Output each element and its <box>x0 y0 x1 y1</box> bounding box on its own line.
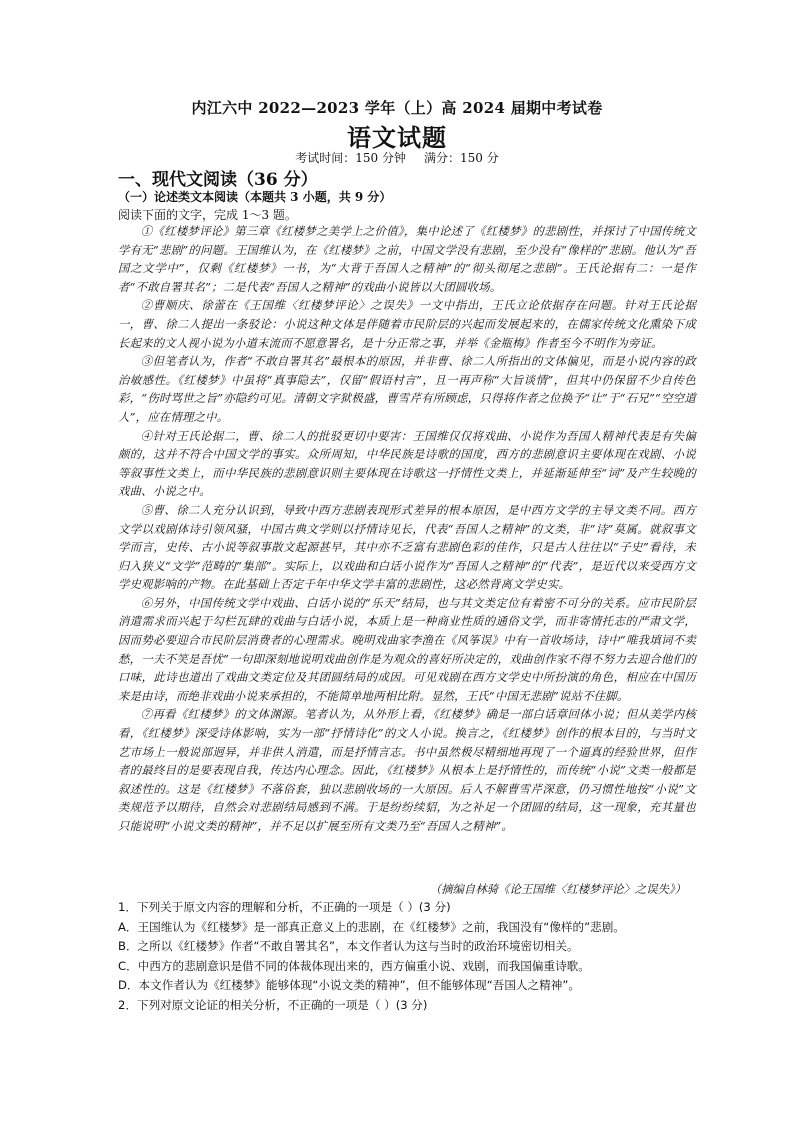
exam-info <box>0 149 794 166</box>
subject-title: 语文试题 <box>347 123 447 152</box>
passage-paragraph: ②曹顺庆、徐蕾在《王国维〈红楼梦评论〉之误失》一文中指出，王氏立论依据存在问题。针对王氏论据一，曹、徐二人提出一条驳论：小说这种文体是伴随着市民阶层的兴起而发展起来的，在儒家传统文化熏染下成长起来的文人视小说为小道末流而不愿意署名，是十分正常之事，并举《金瓶梅》作者至今不明作为旁证。 <box>118 298 696 350</box>
passage-paragraph: ④针对王氏论据二，曹、徐二人的批驳更切中要害：王国维仅仅将戏曲、小说作为吾国人精神代表是有失偏颇的，这并不符合中国文学的事实。众所周知，中华民族是诗歌的国度，西方的悲剧意识主要体现在戏剧、小说等叙事性文类上，而中华民族的悲剧意识则主要体现在诗歌这一抒情性文类上，并延渐延伸至“词”及产生较晚的戏曲、小说之中。 <box>118 428 696 499</box>
question-1-stem: 1．下列关于原文内容的理解和分析，不正确的一项是（ ）(3 分) <box>118 900 451 914</box>
question-1-option-a: A．王国维认为《红楼梦》是一部真正意义上的悲剧，在《红楼梦》之前，我国没有“像样的”悲剧。 <box>118 919 625 934</box>
exam-time: 考试时间：150 分钟 <box>295 151 406 165</box>
passage-paragraph: ⑦再看《红楼梦》的文体渊源。笔者认为，从外形上看，《红楼梦》确是一部白话章回体小说；但从美学内核看，《红楼梦》深受诗体影响，实为一部“抒情诗化”的文人小说。换言之，《红楼梦》创作的根本目的，与当时文艺市场上一般说部迥异，并非供人消遣，而是抒情言志。书中虽然极尽精细地再现了一个逼真的经验世界，但作者的最终目的是要表现自我，传达内心理念。因此，《红楼梦》从根本上是抒情性的，而传统“小说”文类一般都是叙述性的。这是《红楼梦》不落俗套，独以悲剧收场的一大原因。后人不解曹雪芹深意，仍习惯性地按“小说”文类规范予以期待，自然会对悲剧结局感到不满。于是纷纷续貂，为之补足一个团圆的结局，这一现象，充其量也只能说明“小说文类的精神”，并不足以扩展至所有文类乃至“吾国人之精神”。 <box>118 707 696 833</box>
subsection-title: （一）论述类文本阅读（本题共 3 小题，共 9 分） <box>118 190 392 204</box>
question-block <box>118 898 696 1016</box>
reading-passage <box>118 222 696 836</box>
question-2-stem: 2．下列对原文论证的相关分析，不正确的一项是（ ）(3 分) <box>118 997 428 1012</box>
exam-header-title: 内江六中 2022—2023 学年（上）高 2024 届期中考试卷 <box>191 99 603 117</box>
passage-paragraph: ①《红楼梦评论》第三章《红楼梦之美学上之价值》，集中论述了《红楼梦》的悲剧性，并探讨了中国传统文学有无“悲剧”的问题。王国维认为，在《红楼梦》之前，中国文学没有悲剧，至少没有“像样的”悲剧。他认为“吾国之文学中”，仅剩《红楼梦》一书，为“大背于吾国人之精神”的“彻头彻尾之悲剧”。王氏论据有二：一是作者“不敢自署其名”；二是代表“吾国人之精神”的戏曲小说皆以大团圆收场。 <box>118 224 696 294</box>
full-score: 满分：150 分 <box>424 151 499 165</box>
section-title: 一、现代文阅读（36 分） <box>118 170 318 190</box>
question-1-option-c: C．中西方的悲剧意识是借不同的体裁体现出来的，西方偏重小说、戏剧，而我国偏重诗歌。 <box>118 958 590 973</box>
passage-source: （摘编自林骑《论王国维〈红楼梦评论〉之误失》） <box>429 882 686 896</box>
reading-instruction: 阅读下面的文字，完成 1～3 题。 <box>118 208 297 222</box>
passage-paragraph: ⑤曹、徐二人充分认识到，导致中西方悲剧表现形式差异的根本原因，是中西方文学的主导文类不同。西方文学以戏剧体诗引领风骚，中国古典文学则以抒情诗见长，代表“吾国人之精神”的文类，非“诗”莫属。就叙事文学而言，史传、古小说等叙事散文起源甚早，其中亦不乏富有悲剧色彩的佳作，只是古人往往以“子史”看待，未归入狭义“文学”范畴的“集部”。实际上，以戏曲和白话小说作为“吾国人之精神”的“代表”，是近代以来受西方文学史观影响的产物。在此基础上否定千年中华文学丰富的悲剧性，这必然背离文学史实。 <box>118 502 696 592</box>
question-1-option-b: B．之所以《红楼梦》作者“不敢自署其名”，本文作者认为这与当时的政治环境密切相关。 <box>118 939 579 954</box>
passage-paragraph: ⑥另外，中国传统文学中戏曲、白话小说的“乐天”结局，也与其文类定位有着密不可分的关系。应市民阶层消遣需求而兴起于勾栏瓦肆的戏曲与白话小说，本质上是一种商业性质的通俗文学，而非寄情托志的严肃文学，因而势必要迎合市民阶层消费者的心理需求。晚明戏曲家李渔在《风筝误》中有一首收场诗，诗中“唯我填词不卖愁，一夫不笑是吾忧”一句即深刻地说明戏曲创作是为观众的喜好所决定的，戏曲创作家不得不努力去迎合他们的口味，此诗也道出了戏曲文类定位及其团圆结局的成因。可见戏剧在西方文学史中所扮演的角色，相应在中国历来是由诗，而绝非戏曲小说来承担的，不能简单地两相比附。显然，王氏“中国无悲剧”说站不住脚。 <box>118 595 696 703</box>
question-1-option-d: D．本文作者认为《红楼梦》能够体现“小说文类的精神”，但不能够体现“吾国人之精神”。 <box>118 978 580 993</box>
passage-paragraph: ③但笔者认为，作者“不敢自署其名”最根本的原因，并非曹、徐二人所指出的文体偏见，而是小说内容的政治敏感性。《红楼梦》中虽将“真事隐去”，仅留“假语村言”，且一再声称“大旨谈情”，但其中仍保留不少自传色彩，“伤时骂世之旨”亦隐约可见。清朝文字狱极盛，曹雪芹有所顾虑，只得将作者之位换予“让”于“石兄”“空空道人”，应在情理之中。 <box>118 354 696 424</box>
